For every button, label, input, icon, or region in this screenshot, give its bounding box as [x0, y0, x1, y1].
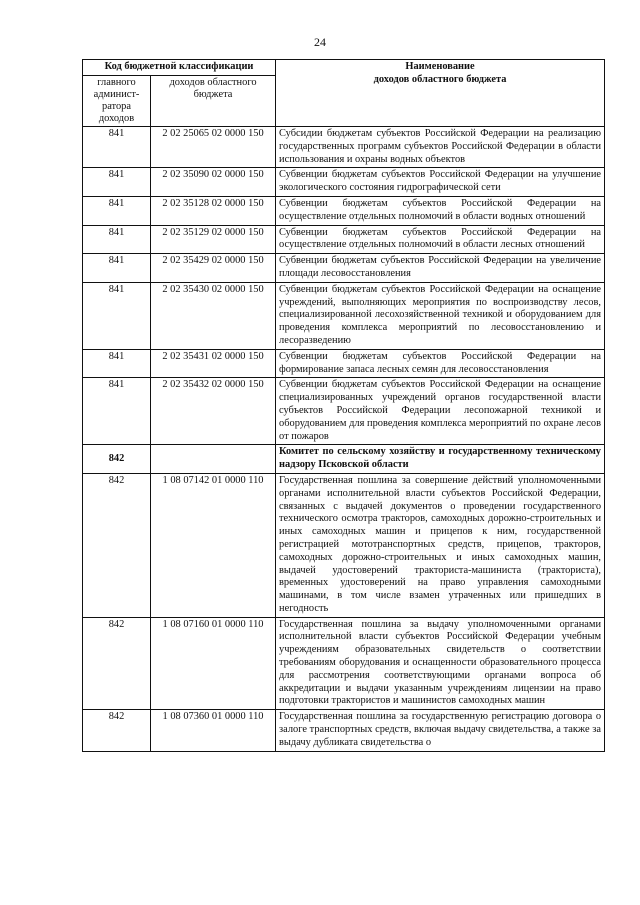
table-row	[83, 282, 605, 349]
admin-code: 842	[83, 617, 151, 710]
revenue-name: Субвенции бюджетам субъектов Российской Федерации на оснащение учреждений, выполняющих мероприятия по воспроизводству лесов, специализированной лесохозяйственной техникой и оборудованием для проведения комплекса мероприятий по лесовосстановлению и лесоразведению	[276, 282, 605, 349]
admin-code: 841	[83, 349, 151, 378]
revenue-code: 2 02 25065 02 0000 150	[151, 127, 276, 168]
revenue-code: 1 08 07142 01 0000 110	[151, 473, 276, 617]
revenue-code: 2 02 35432 02 0000 150	[151, 378, 276, 445]
admin-code: 842	[83, 445, 151, 474]
revenue-name: Субвенции бюджетам субъектов Российской Федерации на оснащение специализированных учреждений органов государственной власти субъектов Российской Федерации лесопожарной техникой и оборудованием для проведения комплекса мероприятий по охране лесов от пожаров	[276, 378, 605, 445]
table-row	[83, 196, 605, 225]
admin-code: 841	[83, 127, 151, 168]
revenue-name: Субвенции бюджетам субъектов Российской Федерации на формирование запаса лесных семян для лесовосстановления	[276, 349, 605, 378]
revenue-code: 2 02 35431 02 0000 150	[151, 349, 276, 378]
table-row	[83, 254, 605, 283]
budget-revenue-table	[82, 59, 605, 752]
admin-code: 841	[83, 282, 151, 349]
revenue-code: 2 02 35430 02 0000 150	[151, 282, 276, 349]
header-main-administrator: главного админист- ратора доходов	[83, 76, 151, 127]
table-row	[83, 225, 605, 254]
administrator-name: Комитет по сельскому хозяйству и государственному техническому надзору Псковской области	[276, 445, 605, 474]
table-row	[83, 617, 605, 710]
admin-code: 841	[83, 225, 151, 254]
page-number: 24	[314, 35, 326, 49]
revenue-name: Государственная пошлина за государственную регистрацию договора о залоге транспортных средств, включая выдачу свидетельства, а также за выдачу дубликата свидетельства о	[276, 710, 605, 751]
admin-code: 841	[83, 196, 151, 225]
header-classification-code: Код бюджетной классификации	[83, 60, 276, 76]
admin-code: 841	[83, 168, 151, 197]
revenue-code: 2 02 35129 02 0000 150	[151, 225, 276, 254]
administrator-row	[83, 445, 605, 474]
revenue-code	[151, 445, 276, 474]
revenue-name: Субвенции бюджетам субъектов Российской Федерации на осуществление отдельных полномочий в области лесных отношений	[276, 225, 605, 254]
revenue-name: Государственная пошлина за совершение действий уполномоченными органами исполнительной власти субъектов Российской Федерации, связанных с выдачей документов о проведении государственного технического осмотра тракторов, самоходных дорожно-строительных и иных самоходных машин и прицепов к ним, государственной регистрацией мототранспортных средств, прицепов, тракторов, самоходных дорожно-строительных и иных самоходных машин, выдачей удостоверений тракториста-машиниста (тракториста), временных удостоверений на право управления самоходными машинами, в том числе взамен утраченных или пришедших в негодность	[276, 473, 605, 617]
revenue-name: Субвенции бюджетам субъектов Российской Федерации на увеличение площади лесовосстановления	[276, 254, 605, 283]
table-row	[83, 349, 605, 378]
revenue-name: Субвенции бюджетам субъектов Российской Федерации на улучшение экологического состояния гидрографической сети	[276, 168, 605, 197]
revenue-name: Государственная пошлина за выдачу уполномоченными органами исполнительной власти субъектов Российской Федерации учебным учреждениям образовательных свидетельств о соответствии требованиям оборудования и оснащенности образовательного процесса для рассмотрения соответствующими органами вопроса об аккредитации и выдачи указанным учреждениям лицензии на право подготовки трактористов и машинистов самоходных машин	[276, 617, 605, 710]
revenue-name: Субсидии бюджетам субъектов Российской Федерации на реализацию государственных программ субъектов Российской Федерации в области использования и охраны водных объектов	[276, 127, 605, 168]
revenue-code: 2 02 35090 02 0000 150	[151, 168, 276, 197]
revenue-name: Субвенции бюджетам субъектов Российской Федерации на осуществление отдельных полномочий в области водных отношений	[276, 196, 605, 225]
table-row	[83, 168, 605, 197]
revenue-code: 2 02 35429 02 0000 150	[151, 254, 276, 283]
header-revenue-name: Наименование доходов областного бюджета	[276, 60, 605, 127]
table-row	[83, 473, 605, 617]
table-row	[83, 710, 605, 751]
table-row	[83, 127, 605, 168]
table-row	[83, 378, 605, 445]
revenue-code: 1 08 07360 01 0000 110	[151, 710, 276, 751]
admin-code: 841	[83, 254, 151, 283]
admin-code: 841	[83, 378, 151, 445]
revenue-code: 1 08 07160 01 0000 110	[151, 617, 276, 710]
admin-code: 842	[83, 473, 151, 617]
revenue-code: 2 02 35128 02 0000 150	[151, 196, 276, 225]
header-revenue-code: доходов областного бюджета	[151, 76, 276, 127]
admin-code: 842	[83, 710, 151, 751]
